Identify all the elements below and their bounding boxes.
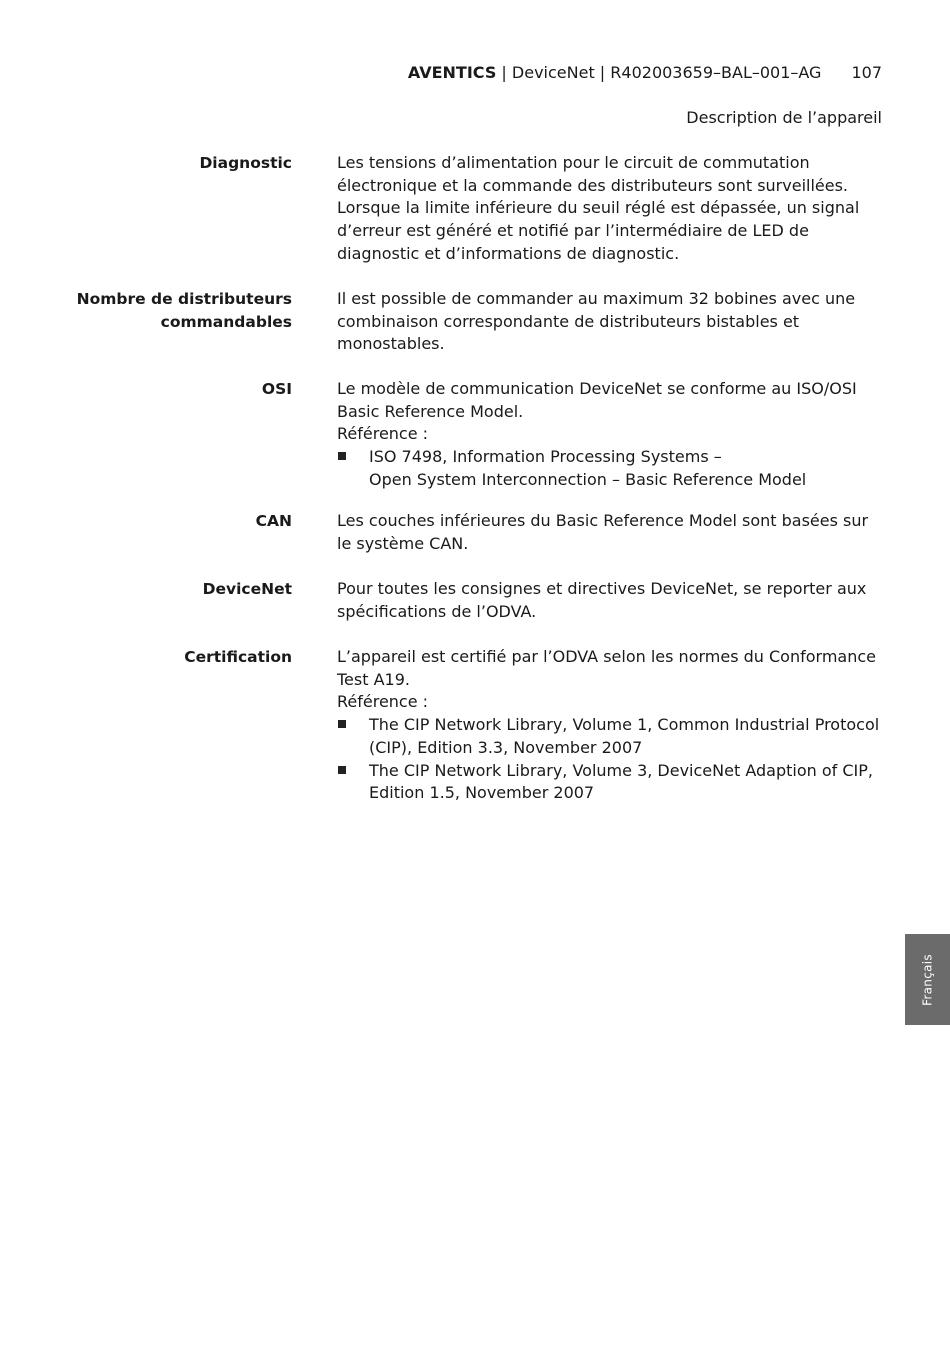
bullet-text: ISO 7498, Information Processing Systems – xyxy=(369,447,722,467)
bullet-list xyxy=(337,714,885,805)
paragraph: Le modèle de communication DeviceNet se conforme au ISO/OSI Basic Reference Model. xyxy=(337,379,857,421)
bullet-item xyxy=(337,446,885,491)
section-label: OSI xyxy=(261,380,292,398)
bullet-text: The CIP Network Library, Volume 3, DeviceNet Adaption of CIP, xyxy=(369,760,873,780)
header-separator: | xyxy=(594,63,611,82)
section-body xyxy=(337,510,885,555)
section-label: DeviceNet xyxy=(202,580,292,598)
running-header xyxy=(408,62,882,85)
language-tab xyxy=(905,934,950,1025)
section-label xyxy=(77,288,292,333)
bullet-text: Edition 1.5, November 2007 xyxy=(369,783,595,803)
section-body xyxy=(337,288,885,356)
section-label: CAN xyxy=(255,512,292,530)
section-label: Certification xyxy=(184,648,292,666)
paragraph: L’appareil est certifié par l’ODVA selon les normes du Conformance Test A19. xyxy=(337,647,876,689)
bullet-square-icon xyxy=(338,766,346,774)
bullet-item xyxy=(337,760,885,805)
brand-name: AVENTICS xyxy=(407,63,497,82)
bullet-item xyxy=(337,714,885,759)
section-label: Diagnostic xyxy=(199,154,292,172)
section-body xyxy=(337,378,885,492)
section-body xyxy=(337,152,885,266)
paragraph: Référence : xyxy=(337,424,429,444)
section-title: Description de l’appareil xyxy=(686,108,882,127)
bullet-text: (CIP), Edition 3.3, November 2007 xyxy=(369,737,643,757)
page-number: 107 xyxy=(851,63,882,82)
section-body xyxy=(337,578,885,623)
paragraph: Les tensions d’alimentation pour le circuit de commutation électronique et la commande des distributeurs sont surveillées. Lorsque la limite inférieure du seuil réglé est dépassée, un signal d’erreur est généré et notifié par l’intermédiaire de LED de diagnostic et d’informations de diagnostic. xyxy=(337,153,860,263)
bullet-list xyxy=(337,446,885,491)
bullet-text: The CIP Network Library, Volume 1, Common Industrial Protocol xyxy=(369,715,880,735)
header-separator: | xyxy=(496,63,512,82)
paragraph: Référence : xyxy=(337,692,429,712)
bullet-square-icon xyxy=(338,452,346,460)
product-name: DeviceNet xyxy=(511,63,595,82)
document-id: R402003659–BAL–001–AG xyxy=(610,63,822,82)
paragraph: Les couches inférieures du Basic Reference Model sont basées sur le système CAN. xyxy=(337,511,869,553)
language-tab-label: Français xyxy=(920,953,935,1006)
paragraph: Pour toutes les consignes et directives DeviceNet, se reporter aux spécifications de l’ODVA. xyxy=(337,579,867,621)
section-body xyxy=(337,646,885,805)
section-label-line: Nombre de distributeurs xyxy=(76,290,292,308)
bullet-text: Open System Interconnection – Basic Reference Model xyxy=(369,469,807,489)
bullet-square-icon xyxy=(338,720,346,728)
section-label-line: commandables xyxy=(160,312,292,331)
paragraph: Il est possible de commander au maximum 32 bobines avec une combinaison correspondante de distributeurs bistables et monostables. xyxy=(337,289,856,354)
